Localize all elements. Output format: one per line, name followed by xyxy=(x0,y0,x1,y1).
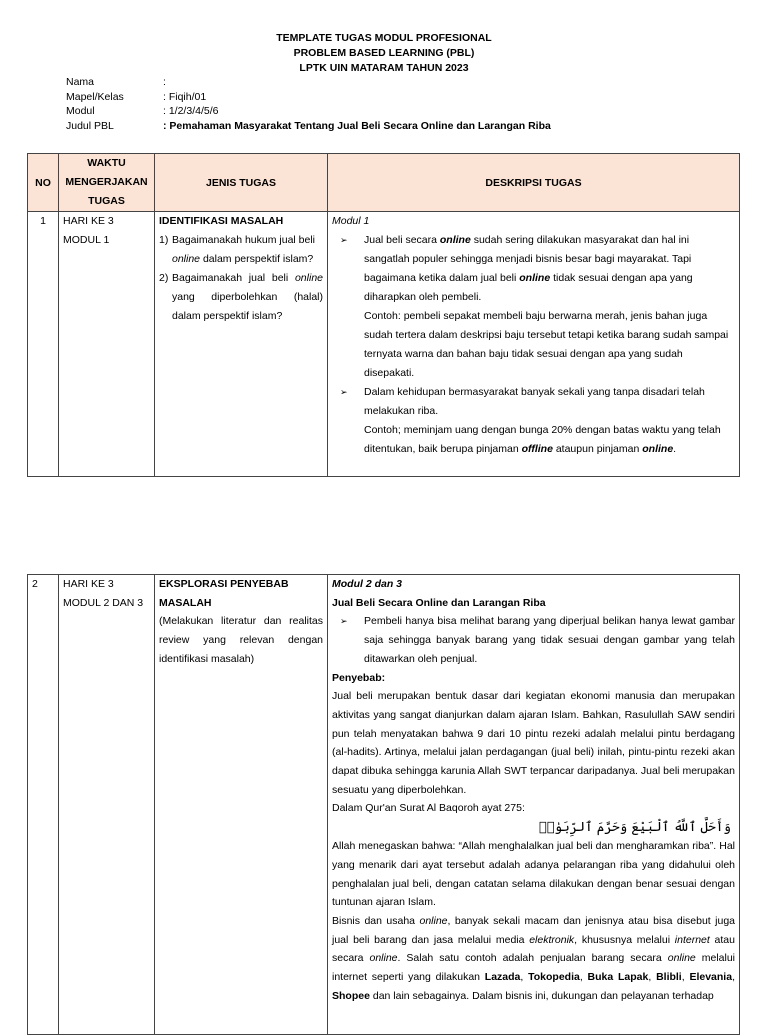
question-item xyxy=(159,269,323,326)
jenis-desc: (Melakukan literatur dan realitas review yang relevan dengan identifikasi masalah) xyxy=(159,615,323,665)
text-bold-italic: online xyxy=(642,443,674,455)
question-item xyxy=(159,231,323,269)
desc-subtitle: Jual Beli Secara Online dan Larangan Riba xyxy=(332,596,546,609)
arrow-bullet-icon: ➢ xyxy=(340,387,348,397)
text: Jual beli secara xyxy=(364,234,440,246)
text-italic: online xyxy=(172,253,201,265)
question-number: 2) xyxy=(159,272,169,284)
text: dalam perspektif islam? xyxy=(200,253,314,265)
doc-title-line1: TEMPLATE TUGAS MODUL PROFESIONAL xyxy=(276,32,492,44)
info-label: Judul PBL xyxy=(66,120,114,132)
row-jenis xyxy=(155,212,328,477)
paragraph: Bisnis dan usaha online, banyak sekali macam dan jenisnya atau bisa disebut juga jual beli barang dan jasa melalui media elektronik, khususnya melalui internet atau secara online. Salah satu contoh adalah penjualan barang secara online melalui internet seperti yang dilakukan Lazada, Tokopedia, Buka Lapak, Blibli, Elevania, Shopee dan lain sebagainya. Dalam bisnis ini, dukungan dan pelayanan terhadap xyxy=(332,914,736,1002)
text-bold-italic: offline xyxy=(521,443,553,455)
row-modul: MODUL 1 xyxy=(63,234,110,246)
arrow-bullet-icon: ➢ xyxy=(340,235,348,245)
text-italic: online xyxy=(294,272,323,284)
bullet-item xyxy=(340,612,735,668)
row-waktu xyxy=(59,212,155,477)
info-value: : Pemahaman Masyarakat Tentang Jual Beli Secara Online dan Larangan Riba xyxy=(163,120,551,132)
jenis-title: EKSPLORASI PENYEBAB MASALAH xyxy=(159,578,289,609)
info-value: : Fiqih/01 xyxy=(163,91,207,103)
desc-title: Modul 2 dan 3 xyxy=(332,578,403,590)
bullet-item xyxy=(340,231,735,307)
store-name: Buka Lapak xyxy=(587,971,649,984)
text-italic: online xyxy=(369,952,398,965)
table-row xyxy=(28,575,740,1035)
text-italic: internet xyxy=(674,933,710,946)
text: , banyak sekali macam dan jenisnya atau bisa disebut juga jual beli barang dan jasa melalui media xyxy=(332,914,736,946)
bullet-text: Dalam kehidupan bermasyarakat banyak sekali yang tanpa disadari telah melakukan riba. xyxy=(364,386,705,417)
header-jenis: JENIS TUGAS xyxy=(155,154,328,212)
header-waktu-text: WAKTU MENGERJAKAN TUGAS xyxy=(65,157,148,207)
table-row xyxy=(28,212,740,477)
text: tidak sesuai dengan apa yang diharapkan oleh pembeli. xyxy=(364,272,693,303)
row-deskripsi xyxy=(328,575,740,1035)
text: , khususnya melalui xyxy=(574,933,675,946)
row-modul: MODUL 2 DAN 3 xyxy=(63,596,144,609)
store-name: Tokopedia xyxy=(528,971,580,984)
store-name: Elevania xyxy=(689,971,733,984)
text-italic: online xyxy=(667,952,696,965)
doc-title-line3: LPTK UIN MATARAM TAHUN 2023 xyxy=(299,62,469,74)
text: ataupun pinjaman xyxy=(552,443,643,455)
penyebab-label: Penyebab: xyxy=(332,671,386,684)
header-no: NO xyxy=(28,154,59,212)
row-no: 2 xyxy=(28,575,59,1035)
question-text xyxy=(172,269,323,326)
row-deskripsi xyxy=(328,212,740,477)
text: Bisnis dan usaha xyxy=(332,914,420,927)
task-table-2 xyxy=(27,574,740,1035)
table-header-row xyxy=(28,154,740,212)
bullet-item xyxy=(340,383,735,421)
text-italic: online xyxy=(419,914,448,927)
text: . xyxy=(673,443,677,455)
jenis-title: IDENTIFIKASI MASALAH xyxy=(159,215,284,227)
arrow-bullet-icon: ➢ xyxy=(340,616,348,627)
text: atau secara xyxy=(332,933,735,965)
info-label: Mapel/Kelas xyxy=(66,91,124,103)
task-table-1 xyxy=(27,153,740,477)
question-number: 1) xyxy=(159,234,169,246)
header-deskripsi: DESKRIPSI TUGAS xyxy=(328,154,740,212)
quran-verse: وَأَحَلَّ ٱللَّهُ ٱلْبَيْعَ وَحَرَّمَ ٱلرِّبَوٰا۟ xyxy=(538,820,731,836)
text: Contoh; meminjam uang dengan bunga 20% dengan batas waktu yang telah ditentukan, baik berupa pinjaman xyxy=(364,424,721,455)
text: Bagaimanakah jual beli xyxy=(172,272,295,284)
text-bold-italic: online xyxy=(439,234,471,246)
text: melalui internet seperti yang dilakukan xyxy=(332,952,736,984)
bullet-text: Pembeli hanya bisa melihat barang yang diperjual belikan hanya lewat gambar saja sehingga banyak barang yang tidak sesuai dengan gambar yang telah ditawarkan oleh penjual. xyxy=(364,615,735,665)
info-label: Nama xyxy=(66,76,95,88)
store-name: Blibli xyxy=(656,971,682,984)
doc-title-line2: PROBLEM BASED LEARNING (PBL) xyxy=(293,47,475,59)
paragraph: Allah menegaskan bahwa: “Allah menghalalkan jual beli dan mengharamkan riba”. Hal yang menarik dari ayat tersebut adalah adanya pelarangan riba yang didahului oleh penghalalan jual beli, dengan catatan selama dilakukan dengan benar sesuai dengan tuntunan ajaran Islam. xyxy=(332,840,735,909)
text: yang diperbolehkan (halal) dalam perspektif islam? xyxy=(172,291,323,322)
row-waktu xyxy=(59,575,155,1035)
example-text: Contoh: pembeli sepakat membeli baju berwarna merah, jenis bahan juga sudah tertera dalam deskripsi baju tersebut tetapi ketika barang sudah sampai ternyata warna dan bahan baju tidak sesuai dengan apa yang sudah disepakati. xyxy=(364,310,729,379)
text: Bagaimanakah hukum jual beli xyxy=(172,234,316,246)
row-no: 1 xyxy=(28,212,59,477)
row-hari: HARI KE 3 xyxy=(63,215,114,227)
store-name: Lazada xyxy=(484,971,521,984)
text-bold-italic: online xyxy=(519,272,551,284)
text-italic: elektronik xyxy=(529,933,575,946)
paragraph: Jual beli merupakan bentuk dasar dari kegiatan ekonomi manusia dan merupakan aktivitas yang sangat dianjurkan dalam ajaran Islam. Bahkan, Rasulullah SAW sendiri pun telah menyatakan bahwa 9 dari 10 pintu rezeki adalah melalui pintu berdagang (al-hadits). Artinya, melalui jalan perdagangan (jual beli) inilah, pintu-pintu rezeki akan dapat dibuka sehingga karunia Allah SWT terpancar daripadanya. Jual beli merupakan sesuatu yang diperbolehkan. xyxy=(332,690,735,796)
info-value: : 1/2/3/4/5/6 xyxy=(163,105,219,117)
text: dan lain sebagainya. Dalam bisnis ini, dukungan dan pelayanan terhadap xyxy=(369,989,714,1002)
desc-title: Modul 1 xyxy=(332,215,370,227)
example-text xyxy=(332,421,735,459)
paragraph: Dalam Qur'an Surat Al Baqoroh ayat 275: xyxy=(332,802,525,815)
row-jenis xyxy=(155,575,328,1035)
store-name: Shopee xyxy=(332,989,370,1002)
text: . Salah satu contoh adalah penjualan barang secara xyxy=(397,952,668,965)
header-waktu xyxy=(59,154,155,212)
text: sudah sering dilakukan masyarakat dan hal ini sangatlah populer sehingga menjadi bisnis besar bagi mayarakat. Tapi bagaimana ketika dalam jual beli xyxy=(364,234,692,284)
info-label: Modul xyxy=(66,105,95,117)
bullet-text xyxy=(364,231,735,307)
question-text xyxy=(172,231,323,269)
info-value: : xyxy=(163,76,166,88)
row-hari: HARI KE 3 xyxy=(63,578,114,590)
